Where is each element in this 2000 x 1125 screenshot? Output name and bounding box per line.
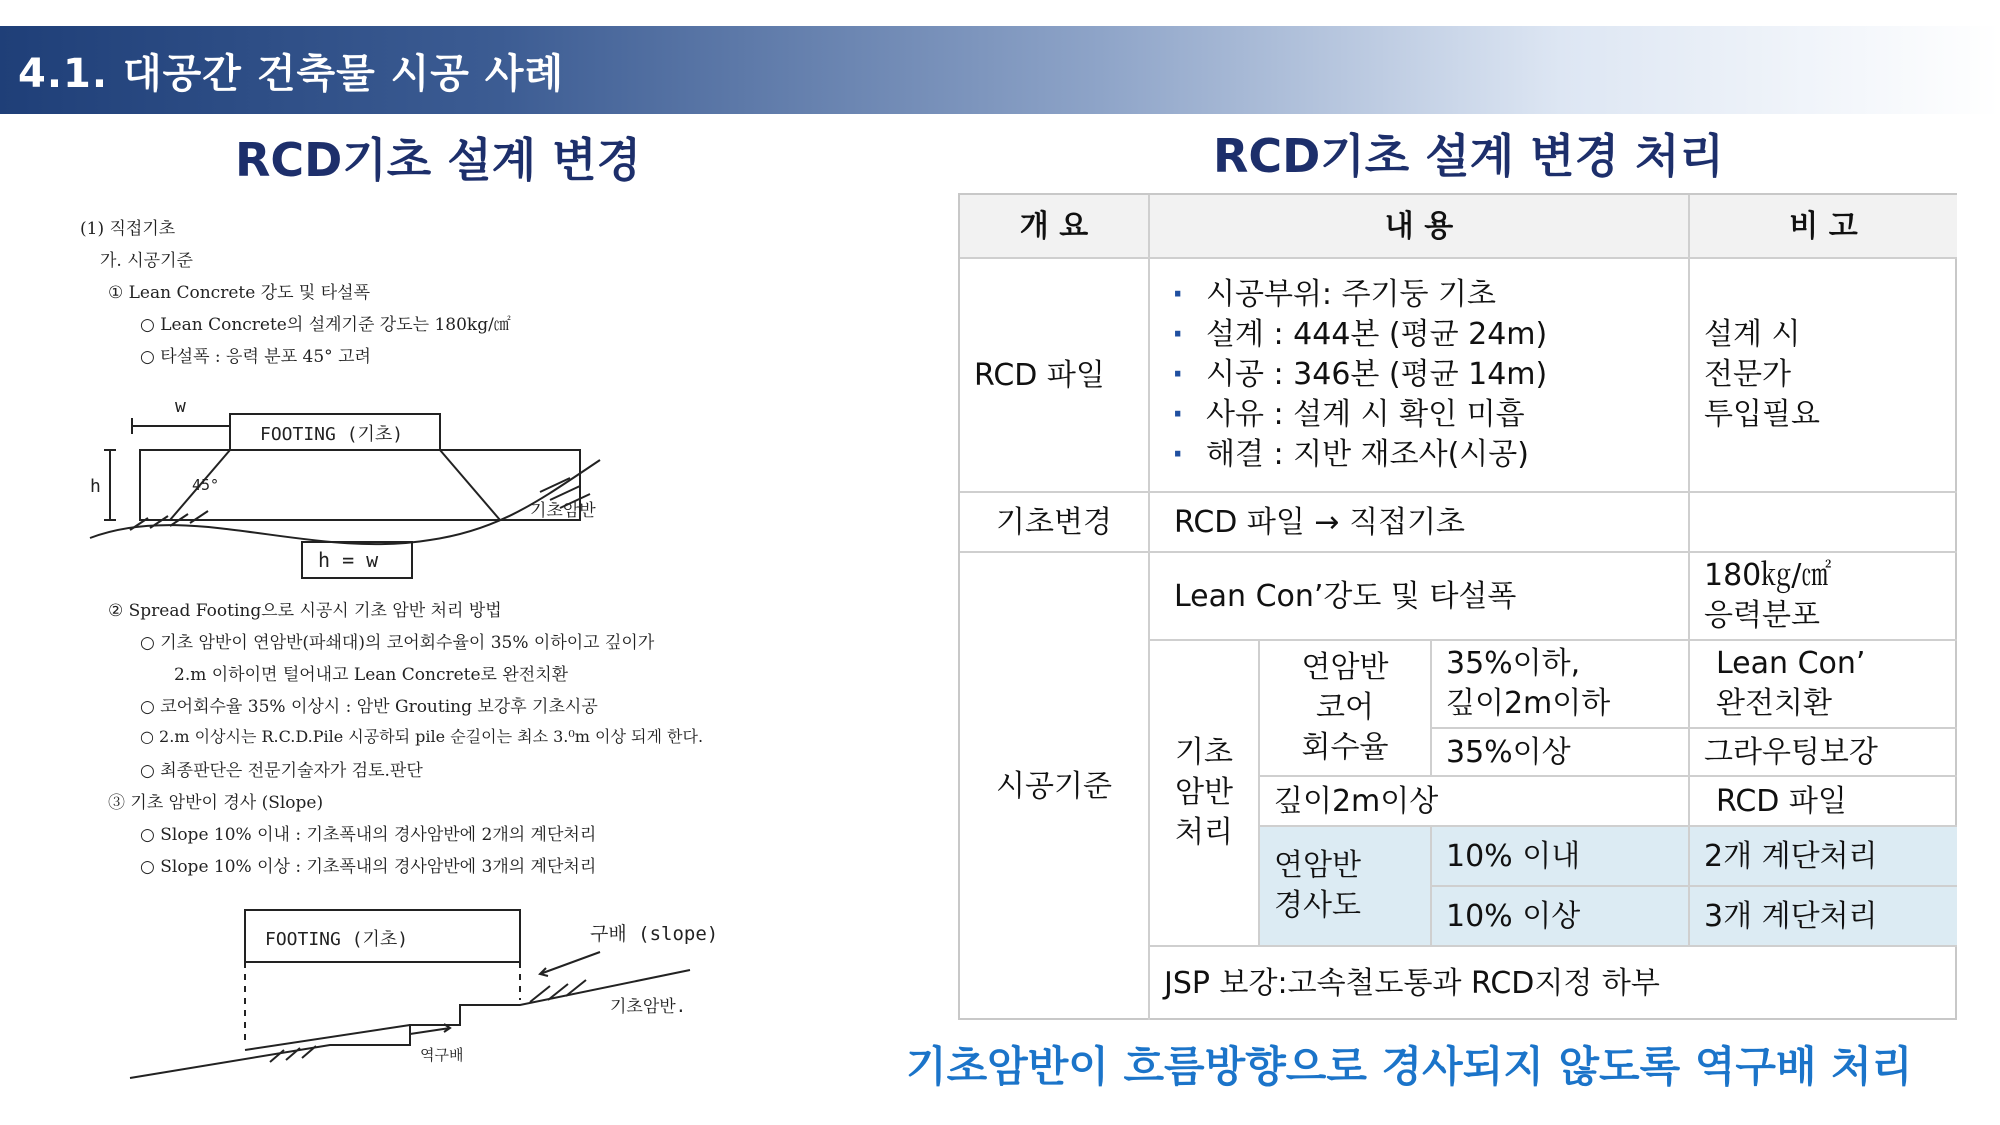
scan-line: ① Lean Concrete 강도 및 타설폭 xyxy=(108,283,371,303)
row-rcd-note xyxy=(1690,259,1957,493)
lean-con-content: Lean Con’강도 및 타설폭 xyxy=(1150,553,1690,641)
core-recovery-label xyxy=(1260,641,1432,777)
bullet-item: · 설계 : 444본 (평균 24m) xyxy=(1172,315,1547,355)
row-change-note xyxy=(1690,493,1957,553)
scan-line: ○ Slope 10% 이내 : 기초폭내의 경사암반에 2개의 계단처리 xyxy=(140,825,597,845)
depth-content: 깊이2m이상 xyxy=(1260,777,1690,827)
rock-label: 기초암반 xyxy=(530,501,596,521)
design-change-table xyxy=(958,193,1957,1020)
label-line: 기초 xyxy=(1175,735,1233,770)
footnote: 기초암반이 흐름방향으로 경사되지 않도록 역구배 처리 xyxy=(906,1042,1913,1091)
header-content: 내 용 xyxy=(1150,195,1690,259)
label-line: 처리 xyxy=(1175,815,1233,850)
note-line: 투입필요 xyxy=(1704,397,1820,432)
scan-line: (1) 직접기초 xyxy=(80,219,176,239)
scan-line: ○ 타설폭 : 응력 분포 45° 고려 xyxy=(140,347,371,367)
label-line: 연암반 xyxy=(1274,848,1361,883)
scanned-document xyxy=(70,200,870,1100)
row-change-label: 기초변경 xyxy=(960,493,1150,553)
label-line: 암반 xyxy=(1175,775,1233,810)
core-b-note: 그라우팅보강 xyxy=(1690,729,1957,777)
slope-b-content: 10% 이상 xyxy=(1432,887,1690,947)
row-change-content: RCD 파일 → 직접기초 xyxy=(1150,493,1690,553)
value-line: 깊이2m이하 xyxy=(1446,686,1611,721)
left-section-title: RCD기초 설계 변경 xyxy=(235,133,642,187)
label-line: 코어 xyxy=(1316,690,1374,725)
scan-line: ○ 기초 암반이 연암반(파쇄대)의 코어회수율이 35% 이하이고 깊이가 xyxy=(140,633,655,653)
slope-label xyxy=(1260,827,1432,947)
scan-line: ○ Slope 10% 이상 : 기초폭내의 경사암반에 3개의 계단처리 xyxy=(140,857,597,877)
formula-label: h = w xyxy=(318,548,379,572)
jsp-content: JSP 보강:고속철도통과 RCD지정 하부 xyxy=(1164,966,1660,1001)
note-line: 완전치환 xyxy=(1716,686,1832,721)
angle-label: 45° xyxy=(192,476,220,494)
scan-line: ○ 최종판단은 전문기술자가 검토.판단 xyxy=(140,761,423,781)
note-line: 설계 시 xyxy=(1704,317,1801,352)
rock-treatment-label xyxy=(1150,641,1260,947)
scan-line: 가. 시공기준 xyxy=(100,251,193,271)
h-label: h xyxy=(90,476,101,497)
note-line: 전문가 xyxy=(1704,357,1791,392)
row-rcd-label: RCD 파일 xyxy=(960,259,1150,493)
footing-label-2: FOOTING (기초) xyxy=(265,929,409,950)
note-line: 180㎏/㎠ xyxy=(1704,558,1832,593)
scan-line: ○ 2.m 이상시는 R.C.D.Pile 시공하되 pile 순길이는 최소 3.⁰m 이상 되게 한다. xyxy=(140,727,704,746)
row-rcd-content xyxy=(1150,259,1690,493)
scan-line: ○ 코어회수율 35% 이상시 : 암반 Grouting 보강후 기초시공 xyxy=(140,697,598,717)
right-section-title: RCD기초 설계 변경 처리 xyxy=(1213,129,1724,183)
slope-a-content: 10% 이내 xyxy=(1432,827,1690,887)
note-line: Lean Con’ xyxy=(1716,646,1866,681)
scan-line: ③ 기초 암반이 경사 (Slope) xyxy=(108,793,324,813)
note-line: 응력분포 xyxy=(1704,598,1820,633)
reverse-slope-label: 역구배 xyxy=(420,1046,464,1064)
label-line: 연암반 xyxy=(1301,650,1389,685)
rock-label-2: 기초암반. xyxy=(610,997,686,1017)
header-remarks: 비 고 xyxy=(1690,195,1957,259)
scan-line: ○ Lean Concrete의 설계기준 강도는 180kg/㎠ xyxy=(140,315,511,335)
label-line: 경사도 xyxy=(1274,888,1361,923)
bullet-item: · 사유 : 설계 시 확인 미흡 xyxy=(1172,395,1547,435)
slope-b-note: 3개 계단처리 xyxy=(1690,887,1957,947)
slope-label: 구배 (slope) xyxy=(590,923,719,945)
scan-line: ② Spread Footing으로 시공시 기초 암반 처리 방법 xyxy=(108,601,502,621)
value-line: 35%이하, xyxy=(1446,646,1581,681)
bullet-item: · 시공부위: 주기둥 기초 xyxy=(1172,275,1547,315)
slope-a-note: 2개 계단처리 xyxy=(1690,827,1957,887)
core-a-note xyxy=(1690,641,1957,729)
bullet-item: · 해결 : 지반 재조사(시공) xyxy=(1172,435,1547,475)
rcd-bullet-list xyxy=(1150,275,1547,475)
header-overview: 개 요 xyxy=(960,195,1150,259)
core-a-content xyxy=(1432,641,1690,729)
row-standard-label: 시공기준 xyxy=(960,553,1150,1020)
lean-con-note xyxy=(1690,553,1957,641)
bullet-item: · 시공 : 346본 (평균 14m) xyxy=(1172,355,1547,395)
footing-label: FOOTING (기초) xyxy=(260,424,404,445)
w-label: w xyxy=(175,396,186,417)
core-b-content: 35%이상 xyxy=(1432,729,1690,777)
depth-note: RCD 파일 xyxy=(1690,777,1957,827)
page-title: 4.1. 대공간 건축물 시공 사례 xyxy=(18,51,565,97)
scan-line: 2.m 이하이면 털어내고 Lean Concrete로 완전치환 xyxy=(174,665,569,685)
label-line: 회수율 xyxy=(1301,730,1389,765)
